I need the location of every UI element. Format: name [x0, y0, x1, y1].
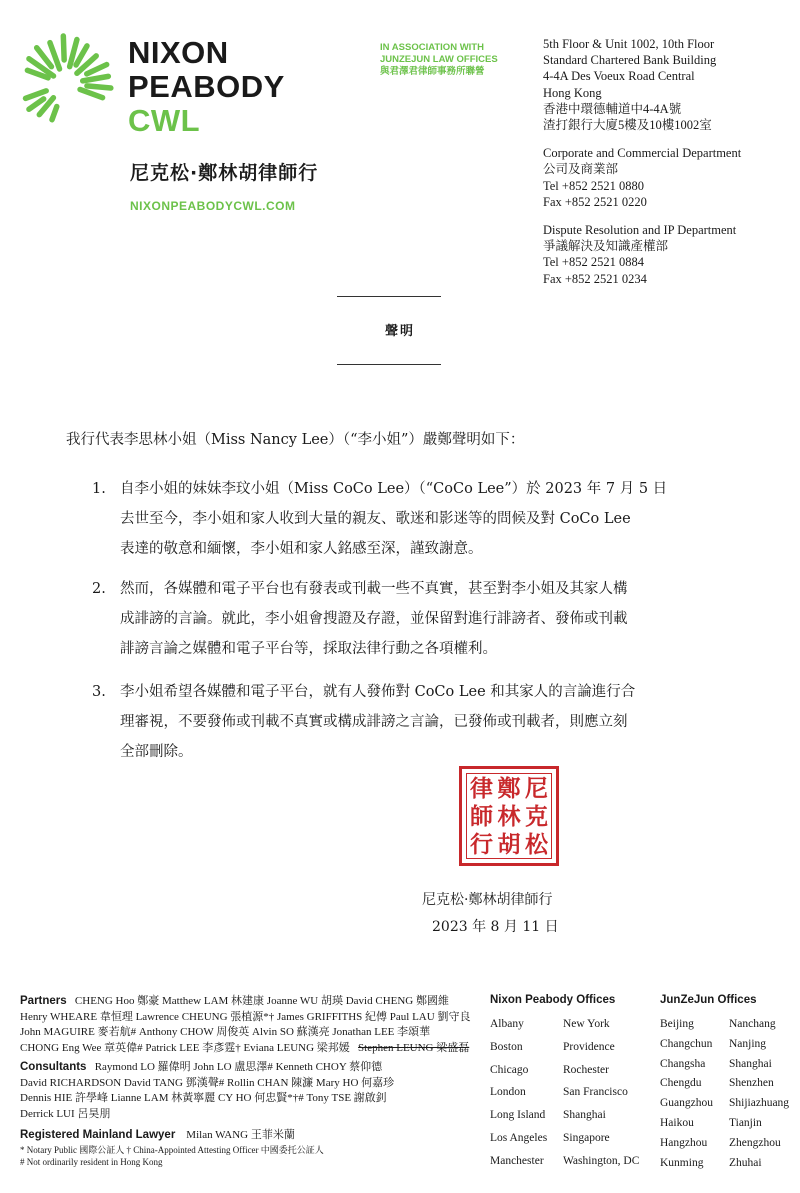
office-city: Chicago	[490, 1063, 529, 1076]
seal-column	[525, 775, 548, 857]
jz-offices-title: JunZeJun Offices	[660, 994, 757, 1006]
office-address-block	[543, 36, 793, 287]
office-city: Shijiazhuang	[729, 1097, 790, 1110]
struck-partner: Stephen LEUNG 梁盛磊	[358, 1041, 470, 1054]
statement-paragraph-1	[92, 474, 732, 564]
office-city: Shanghai	[563, 1109, 606, 1122]
association-line: IN ASSOCIATION WITH	[380, 42, 484, 53]
office-city: Long Island	[490, 1109, 546, 1122]
office-city: Zhuhai	[729, 1156, 762, 1169]
address-line: 渣打銀行大廈5樓及10樓1002室	[543, 118, 712, 133]
seal-column	[470, 775, 493, 857]
address-line: Standard Chartered Bank Building	[543, 53, 717, 68]
address-line: 4-4A Des Voeux Road Central	[543, 69, 695, 84]
dispute-dept-fax: Fax +852 2521 0234	[543, 271, 647, 286]
brand-line-cwl: CWL	[128, 103, 201, 138]
paragraph-line: 表達的敬意和緬懷，李小姐和家人銘感至深，謹致謝意。	[120, 541, 483, 557]
paragraph-number: 1.	[92, 481, 106, 497]
office-city: Changchun	[660, 1037, 713, 1050]
office-city: Tianjin	[729, 1116, 762, 1129]
office-city: Manchester	[490, 1154, 544, 1167]
consultants-line: David RICHARDSON David TANG 鄧漢聲# Rollin CHAN 陳濂 Mary HO 何嘉珍	[20, 1076, 395, 1089]
paragraph-line: 去世至今，李小姐和家人收到大量的親友、歌迷和影迷等的問候及對 CoCo Lee	[120, 511, 631, 527]
firm-seal-stamp	[459, 766, 559, 866]
office-city: London	[490, 1086, 526, 1099]
office-city: Boston	[490, 1040, 523, 1053]
paragraph-number: 2.	[92, 581, 106, 597]
logo-ray	[87, 65, 107, 74]
firm-website: NIXONPEABODYCWL.COM	[130, 199, 296, 213]
jz-offices-col-2	[729, 1018, 789, 1176]
office-city: Beijing	[660, 1018, 694, 1030]
partners-line: Henry WHEARE 韋恒理 Lawrence CHEUNG 張植源*† James GRIFFITHS 紀傅 Paul LAU 劉守良	[20, 1010, 471, 1023]
footer-people	[20, 994, 480, 1168]
dispute-dept-line: 爭議解決及知識產權部	[543, 239, 669, 254]
association-line: JUNZEJUN LAW OFFICES	[380, 54, 498, 65]
seal-char: 林	[497, 803, 521, 830]
office-city: Nanjing	[729, 1037, 767, 1050]
corporate-dept-line: Corporate and Commercial Department	[543, 146, 742, 161]
mainland-lawyer-name: Milan WANG 王菲米蘭	[186, 1129, 295, 1141]
office-city: Albany	[490, 1018, 524, 1030]
np-offices-title: Nixon Peabody Offices	[490, 994, 616, 1006]
corporate-dept-fax: Fax +852 2521 0220	[543, 194, 647, 209]
seal-char: 尼	[525, 775, 548, 802]
signature-firm-name: 尼克松·鄭林胡律師行	[422, 892, 553, 908]
address-line: Hong Kong	[543, 85, 602, 100]
office-city: Los Angeles	[490, 1131, 548, 1144]
consultants-names: Raymond LO 羅偉明 John LO 盧思澤# Kenneth CHOY 蔡仰德	[94, 1061, 383, 1073]
firm-logo-burst-icon	[10, 22, 120, 132]
consultants-label: Consultants	[20, 1061, 87, 1073]
office-city: Shanghai	[729, 1057, 772, 1070]
statement-intro: 我行代表李思林小姐（Miss Nancy Lee）（“李小姐”）嚴鄭聲明如下：	[66, 432, 525, 448]
consultants-line: Derrick LUI 呂昊朋	[20, 1107, 111, 1120]
footer-note: # Not ordinarily resident in Hong Kong	[20, 1156, 163, 1167]
logo-ray	[87, 86, 111, 88]
seal-char: 鄭	[497, 775, 521, 802]
office-city: New York	[563, 1018, 610, 1030]
office-city: Rochester	[563, 1063, 609, 1076]
brand-line-nixon: NIXON	[128, 35, 229, 70]
seal-char: 律	[470, 775, 493, 802]
seal-char: 行	[470, 831, 493, 858]
logo-ray	[80, 89, 103, 97]
seal-char: 師	[470, 803, 493, 830]
mainland-label: Registered Mainland Lawyer	[20, 1129, 176, 1141]
firm-brand-name	[128, 36, 285, 138]
paragraph-line: 誹謗言論之媒體和電子平台等，採取法律行動之各項權利。	[120, 641, 497, 657]
partners-line: John MAGUIRE 麥若航# Anthony CHOW 周俊英 Alvin SO 蘇漢亮 Jonathan LEE 李頌華	[20, 1026, 431, 1038]
seal-column	[498, 775, 521, 857]
association-notice	[380, 42, 498, 78]
consultants-line-1	[20, 1060, 480, 1076]
statement-paragraph-3	[92, 677, 732, 767]
seal-char: 胡	[497, 831, 521, 858]
office-city: Guangzhou	[660, 1097, 714, 1110]
logo-ray	[52, 107, 57, 120]
office-city: San Francisco	[563, 1086, 628, 1099]
signature-date: 2023 年 8 月 11 日	[432, 919, 559, 935]
office-city: Shenzhen	[729, 1077, 774, 1090]
title-rule-bottom	[337, 364, 441, 365]
paragraph-line: 成誹謗的言論。就此，李小姐會搜證及存證，並保留對進行誹謗者、發佈或刊載	[120, 611, 628, 627]
footer-note: * Notary Public 國際公証人 † China-Appointed Attesting Officer 中國委托公証人	[20, 1144, 324, 1155]
address-line: 香港中環德輔道中4-4A號	[543, 101, 682, 116]
paragraph-line: 理審視，不要發佈或刊載不真實或構成誹謗之言論，已發佈或刊載者，則應立刻	[120, 714, 628, 730]
office-city: Chengdu	[660, 1077, 702, 1090]
paragraph-line: 然而，各媒體和電子平台也有發表或刊載一些不真實，甚至對李小姐及其家人構	[120, 581, 628, 597]
statement-paragraph-2	[92, 574, 732, 664]
dispute-dept-phone: Tel +852 2521 0884	[543, 255, 644, 270]
logo-ray	[29, 99, 44, 109]
office-city: Washington, DC	[563, 1154, 640, 1167]
seal-char: 松	[525, 831, 548, 858]
office-city: Haikou	[660, 1116, 694, 1129]
logo-ray	[83, 76, 109, 81]
title-rule-top	[337, 296, 441, 297]
seal-char: 克	[525, 803, 548, 830]
corporate-dept-phone: Tel +852 2521 0880	[543, 178, 644, 193]
partners-label: Partners	[20, 995, 67, 1007]
paragraph-number: 3.	[92, 684, 106, 700]
consultants-line: Dennis HIE 許學峰 Lianne LAM 林黃寧麗 CY HO 何忠賢*†# Tony TSE 謝啟釗	[20, 1092, 387, 1104]
address-line: 5th Floor & Unit 1002, 10th Floor	[543, 37, 715, 51]
paragraph-line: 全部刪除。	[120, 744, 193, 760]
office-city: Providence	[563, 1040, 615, 1053]
office-city: Changsha	[660, 1057, 706, 1070]
brand-line-peabody: PEABODY	[128, 69, 285, 104]
jz-offices-col-1	[660, 1018, 713, 1176]
corporate-dept-line: 公司及商業部	[543, 162, 619, 177]
document-title: 聲明	[384, 324, 415, 339]
office-city: Singapore	[563, 1131, 610, 1144]
partners-names: CHONG Eng Wee 章英偉# Patrick LEE 李彥霆† Eviana LEUNG 梁邦媛	[20, 1041, 350, 1054]
dispute-dept-line: Dispute Resolution and IP Department	[543, 223, 737, 238]
partners-line-1	[20, 994, 480, 1010]
association-line: 與君澤君律師事務所聯營	[380, 66, 485, 77]
np-offices-col-2	[563, 1018, 639, 1178]
office-city: Kunming	[660, 1156, 704, 1169]
office-city: Hangzhou	[660, 1136, 708, 1149]
np-offices-col-1	[490, 1018, 547, 1178]
partners-names: CHENG Hoo 鄭豪 Matthew LAM 林建康 Joanne WU 胡瑛 David CHENG 鄭國維	[74, 995, 449, 1007]
office-city: Nanchang	[729, 1018, 776, 1030]
paragraph-line: 自李小姐的妹妹李玟小姐（Miss CoCo Lee）（“CoCo Lee”）於 2023 年 7 月 5 日	[120, 481, 668, 497]
partners-line-4	[20, 1041, 480, 1057]
logo-ray	[63, 36, 64, 60]
mainland-lawyer-line	[20, 1128, 480, 1144]
firm-chinese-name: 尼克松·鄭林胡律師行	[130, 162, 319, 184]
paragraph-line: 李小姐希望各媒體和電子平台，就有人發佈對 CoCo Lee 和其家人的言論進行合	[120, 684, 636, 700]
office-city: Zhengzhou	[729, 1136, 781, 1149]
